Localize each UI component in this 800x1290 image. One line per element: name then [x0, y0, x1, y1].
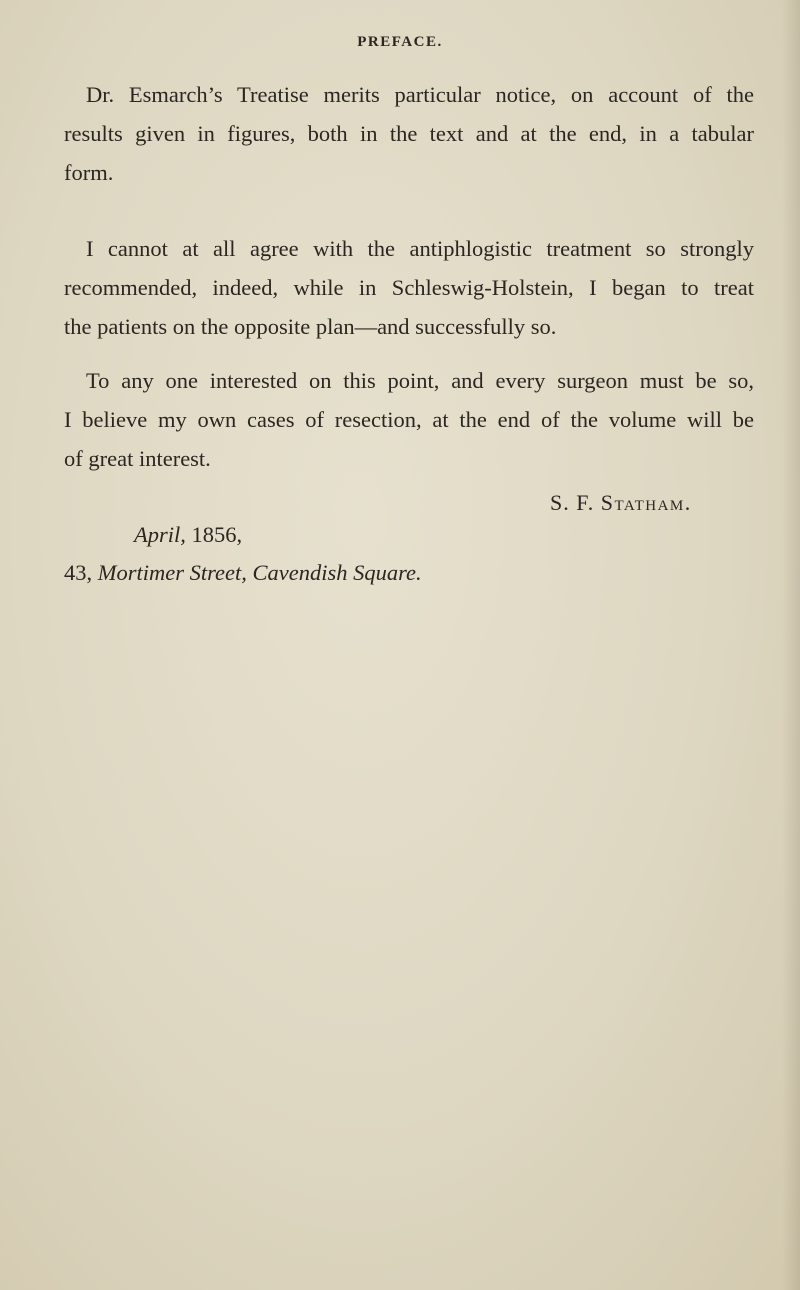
address-line	[64, 560, 422, 586]
text-line: I believe my own cases of resection, at the end of the volume will be	[64, 407, 754, 432]
text-line: form.	[64, 160, 114, 185]
text-line: of great interest.	[64, 446, 211, 471]
paragraph-resection	[64, 361, 754, 478]
paragraph-antiphlogistic	[64, 229, 754, 346]
running-head: PREFACE.	[357, 34, 443, 50]
address-street: Mortimer Street, Cavendish Square.	[97, 560, 422, 585]
text-line: recommended, indeed, while in Schleswig-Holstein, I began to treat	[64, 275, 754, 300]
text-line: I cannot at all agree with the antiphlogistic treatment so strongly	[86, 236, 754, 261]
paragraph-esmarch	[64, 75, 754, 192]
signature-surname: Statham.	[600, 490, 692, 515]
text-line: Dr. Esmarch’s Treatise merits particular notice, on account of the	[86, 82, 754, 107]
text-line: results given in figures, both in the text and at the end, in a tabular	[64, 121, 754, 146]
date-year: 1856,	[191, 522, 243, 547]
signature-initials: S. F.	[550, 490, 595, 515]
text-line: the patients on the opposite plan—and successfully so.	[64, 314, 557, 339]
page-edge-shadow	[782, 0, 800, 1290]
date-line	[134, 522, 242, 548]
author-signature	[550, 490, 692, 516]
date-month: April,	[134, 522, 186, 547]
address-number: 43,	[64, 560, 93, 585]
text-line: To any one interested on this point, and every surgeon must be so,	[86, 368, 754, 393]
